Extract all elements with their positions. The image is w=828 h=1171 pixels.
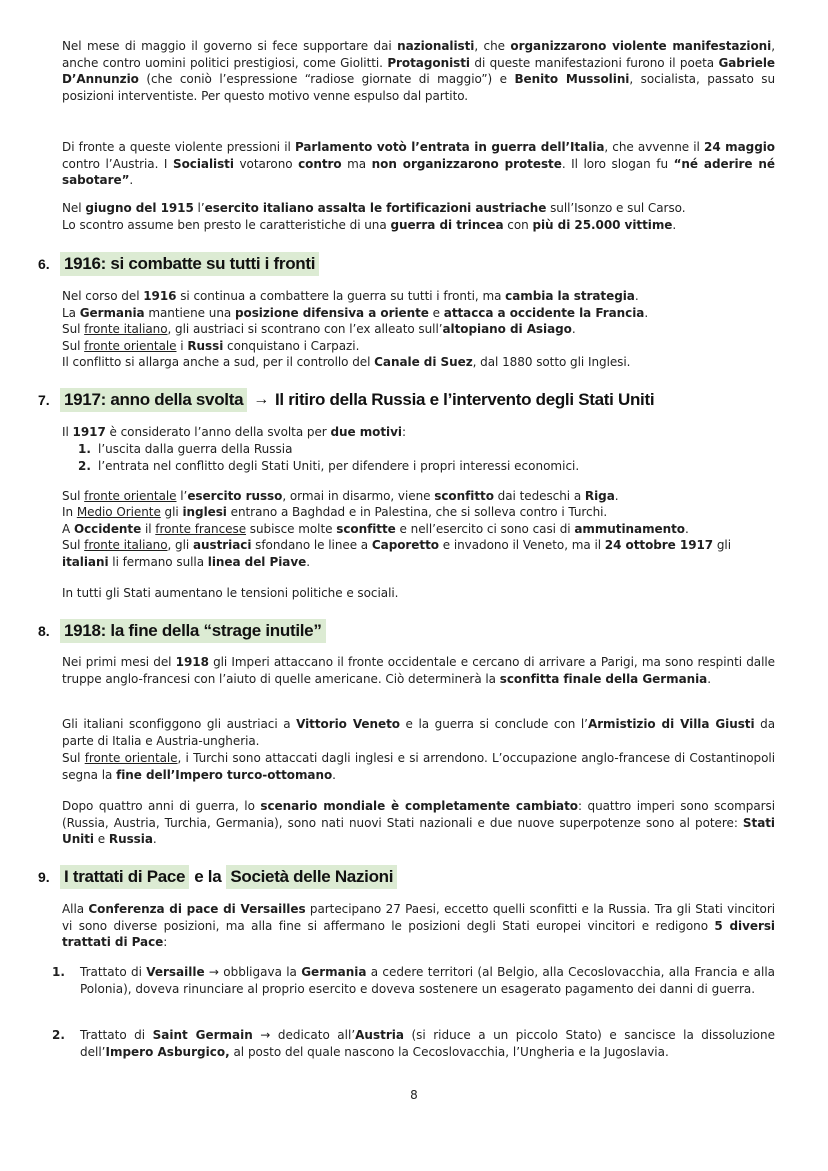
heading-title: 1916: si combatte su tutti i fronti [60, 252, 319, 276]
text-run: Nel corso del [62, 289, 144, 303]
text-run: , gli austriaci si scontrano con l’ex alleato sull’ [167, 322, 443, 336]
bold-text: Austria [355, 1028, 404, 1042]
paragraph-fronte-orientale-1917 [62, 488, 775, 505]
paragraph-maggio [62, 38, 775, 104]
bold-text: posizione difensiva a oriente [234, 306, 429, 320]
paragraph-scenario-mondiale [62, 798, 775, 848]
text-run: → obbligava la [204, 965, 302, 979]
text-run: Sul [62, 751, 85, 765]
bold-text: Parlamento votò l’entrata in guerra dell’Italia [294, 140, 605, 154]
text-run: . [571, 322, 576, 336]
bold-text: Protagonisti [387, 55, 470, 70]
bold-text: Gabriele D’Annunzio [62, 55, 775, 86]
bold-text: fine dell’Impero turco-ottomano [116, 767, 333, 782]
text-run: sull’Isonzo e sul Carso. [546, 201, 686, 215]
bold-text: sconfitta finale della Germania [499, 671, 708, 686]
underlined-text: fronte italiano [84, 538, 168, 552]
bold-text: Stati Uniti [62, 815, 775, 846]
paragraph-1918 [62, 654, 775, 687]
text-run: partecipano 27 Paesi, eccetto quelli sconfitti e la Russia. Tra gli Stati vincitori vi sono diverse posizioni, ma alla fine si affermano le posizioni degli Stati europei vincitori e redigono [62, 902, 775, 933]
text-run: In [62, 505, 77, 519]
text-run: l’ [176, 489, 188, 503]
text-run: gli [713, 538, 731, 552]
text-run: Trattato di [80, 965, 147, 979]
bold-text: più di 25.000 vittime [532, 218, 673, 232]
text-run: . [306, 554, 310, 569]
text-run: , anche contro uomini politici prestigiosi, come Giolitti. [62, 39, 775, 70]
heading-section-7 [38, 387, 654, 413]
text-run: subisce molte [246, 522, 337, 536]
text-run: e invadono il Veneto, ma il [438, 538, 605, 552]
bold-text: Russi [187, 339, 224, 353]
text-run: e la guerra si conclude con l’ [399, 717, 588, 731]
bold-text: esercito russo [187, 489, 283, 503]
text-run: La [62, 306, 80, 320]
text-run: Nel [62, 201, 86, 215]
bold-text: italiani [62, 554, 109, 569]
bold-text: scenario mondiale è completamente cambiato [260, 799, 578, 813]
text-run: , dal 1880 sotto gli Inglesi. [472, 355, 631, 369]
bold-text: Germania [79, 306, 145, 320]
text-run: In tutti gli Stati aumentano le tensioni politiche e sociali. [62, 586, 399, 600]
treaty-item-1 [52, 964, 775, 997]
text-run: di queste manifestazioni furono il poeta [470, 55, 719, 70]
text-run: Sul [62, 322, 85, 336]
bold-text: 1917 [72, 425, 106, 439]
bold-text: austriaci [192, 538, 252, 552]
underlined-text: fronte orientale [84, 489, 177, 503]
bold-text: “né aderire né sabotare” [62, 156, 775, 187]
paragraph-turchi [62, 750, 775, 783]
bold-text: Versaille [146, 965, 205, 979]
list-item: 2. l’entrata nel conflitto degli Stati Uniti, per difendere i propri interessi economici. [78, 458, 580, 473]
text-run: conquistano i Carpazi. [223, 339, 360, 353]
text-run: ma [341, 156, 372, 171]
paragraph-entrata-guerra [62, 139, 775, 189]
text-run: al posto del quale nascono la Cecoslovacchia, l’Ungheria e la Jugoslavia. [229, 1044, 669, 1059]
bold-text: sconfitte [336, 522, 396, 536]
treaty-number: 1. [52, 965, 65, 979]
text-run: Nei primi mesi del [62, 655, 176, 669]
text-run: (che coniò l’espressione “radiose giornate di maggio”) e [138, 72, 515, 86]
text-run: . [332, 767, 336, 782]
text-run: gli [160, 505, 183, 519]
bold-text: linea del Piave [207, 554, 307, 569]
bold-text: Armistizio di Villa Giusti [587, 717, 755, 731]
text-run: Di fronte a queste violente pressioni il [62, 140, 295, 154]
bold-text: sconfitto [434, 489, 494, 503]
text-run: Dopo quattro anni di guerra, lo [62, 799, 261, 813]
bold-text: giugno del 1915 [85, 201, 194, 215]
text-run: Sul [62, 538, 85, 552]
text-run: . [129, 173, 134, 187]
heading-title-mid: e la [194, 867, 222, 886]
bold-text: esercito italiano assalta le fortificazioni austriache [204, 201, 547, 215]
heading-section-8 [38, 618, 326, 644]
text-run: , che [474, 39, 511, 53]
text-run: contro l’Austria. I [62, 156, 173, 171]
text-run: (si riduce a un piccolo Stato) e sancisce la dissoluzione dell’ [80, 1028, 775, 1059]
paragraph-giugno-1915 [62, 200, 775, 217]
text-run: Sul [62, 489, 85, 503]
bold-text: attacca a occidente la Francia [443, 306, 645, 320]
text-run: si continua a combattere la guerra su tutti i fronti, ma [176, 289, 506, 303]
treaty-item-2 [52, 1027, 775, 1060]
bold-text: Russia [108, 832, 153, 846]
bold-text: 1916 [143, 289, 177, 303]
text-run: . [644, 306, 649, 320]
bold-text: Canale di Suez [374, 355, 473, 369]
heading-number: 8. [38, 623, 50, 639]
text-run: entrano a Baghdad e in Palestina, che si solleva contro i Turchi. [226, 505, 608, 519]
bold-text: Caporetto [371, 538, 439, 552]
heading-number: 6. [38, 256, 50, 272]
text-run: . [707, 671, 711, 686]
paragraph-occidente [62, 521, 775, 538]
page-number: 8 [410, 1088, 418, 1102]
underlined-text: fronte orientale [84, 751, 178, 765]
text-run: , ormai in disarmo, viene [282, 489, 435, 503]
underlined-text: fronte francese [155, 522, 247, 536]
text-run: l’ [193, 201, 205, 215]
paragraph-fronte-orientale-1916 [62, 338, 775, 355]
text-run: il [141, 522, 156, 536]
text-run: li fermano sulla [108, 554, 208, 569]
heading-number: 9. [38, 869, 50, 885]
paragraph-fronte-italiano-1916 [62, 321, 775, 338]
paragraph-tensioni [62, 585, 775, 602]
heading-section-6 [38, 251, 319, 277]
text-run: e [428, 306, 444, 320]
bold-text: Germania [301, 965, 367, 979]
text-run: Trattato di [80, 1028, 153, 1042]
bold-text: non organizzarono proteste [371, 156, 562, 171]
heading-number: 7. [38, 392, 50, 408]
text-run: sfondano le linee a [251, 538, 372, 552]
text-run: : [401, 425, 406, 439]
paragraph-caporetto [62, 537, 775, 570]
underlined-text: fronte orientale [84, 339, 177, 353]
text-run: con [503, 218, 533, 232]
text-run: : [163, 935, 168, 949]
heading-title-part-a: I trattati di Pace [60, 865, 189, 889]
text-run: Nel mese di maggio il governo si fece supportare dai [62, 39, 398, 53]
text-run: i [176, 339, 188, 353]
bold-text: 24 ottobre 1917 [604, 538, 714, 552]
treaty-number: 2. [52, 1028, 65, 1042]
text-run: Il [62, 425, 73, 439]
text-run: votarono [233, 156, 299, 171]
text-run: . [672, 218, 677, 232]
bold-text: altopiano di Asiago [442, 322, 572, 336]
text-run: , che avvenne il [604, 140, 705, 154]
heading-title-part-b: Società delle Nazioni [226, 865, 397, 889]
bold-text: contro [298, 156, 342, 171]
paragraph-medio-oriente [62, 504, 775, 521]
bold-text: 1918 [175, 655, 209, 669]
paragraph-germania [62, 305, 775, 322]
text-run: mantiene una [144, 306, 235, 320]
text-run: e nell’esercito ci sono casi di [395, 522, 575, 536]
treaty-text [80, 964, 775, 997]
text-run: . [614, 489, 619, 503]
paragraph-versailles-conferenza [62, 901, 775, 951]
text-run: Sul [62, 339, 85, 353]
paragraph-1916-strategia [62, 288, 775, 305]
paragraph-trincea [62, 217, 775, 234]
bold-text: Riga [584, 489, 615, 503]
bold-text: due motivi [330, 425, 402, 439]
text-run: dai tedeschi a [493, 489, 585, 503]
text-run: . Il loro slogan fu [561, 156, 674, 171]
bold-text: Benito Mussolini [514, 72, 630, 86]
text-run: . [152, 832, 157, 846]
bold-text: Occidente [73, 522, 142, 536]
bold-text: Conferenza di pace di Versailles [88, 902, 306, 916]
text-run: è considerato l’anno della svolta per [105, 425, 331, 439]
bold-text: nazionalisti [397, 39, 475, 53]
arrow-right-icon: → [253, 391, 269, 408]
list-item: 1. l’uscita dalla guerra della Russia [78, 442, 293, 456]
bold-text: organizzarono violente manifestazioni [510, 39, 772, 53]
text-run: da parte di Italia e Austria-ungheria. [62, 717, 776, 748]
bold-text: Vittorio Veneto [296, 717, 400, 731]
bold-text: Saint Germain [152, 1028, 253, 1042]
bold-text: 5 diversi trattati di Pace [62, 918, 775, 949]
bold-text: cambia la strategia [505, 289, 635, 303]
text-run: e [94, 832, 109, 846]
text-run: Il conflitto si allarga anche a sud, per il controllo del [62, 355, 375, 369]
heading-title-part-b: Il ritiro della Russia e l’intervento degli Stati Uniti [274, 390, 655, 409]
text-run: → dedicato all’ [252, 1028, 356, 1042]
paragraph-1917-intro [62, 424, 775, 441]
text-run: A [62, 522, 74, 536]
heading-title: 1918: la fine della “strage inutile” [60, 619, 326, 643]
heading-title-part-a: 1917: anno della svolta [60, 388, 247, 412]
bold-text: ammutinamento [574, 522, 685, 536]
text-run: Lo scontro assume ben presto le caratteristiche di una [62, 218, 391, 232]
paragraph-vittorio-veneto [62, 716, 775, 749]
text-run: : quattro imperi sono scomparsi (Russia, Austria, Turchia, Germania), sono nati nuovi Stati nazionali e due nuove superpotenze sono al potere: [62, 799, 776, 830]
heading-section-9 [38, 864, 397, 890]
bold-text: 24 maggio [704, 140, 775, 154]
underlined-text: fronte italiano [84, 322, 168, 336]
underlined-text: Medio Oriente [76, 505, 161, 519]
text-run: a cedere territori (al Belgio, alla Cecoslovacchia, alla Francia e alla Polonia), doveva rinunciare al proprio esercito e doveva sostenere un esagerato pagamento dei danni di guerra. [80, 965, 776, 996]
text-run: Gli italiani sconfiggono gli austriaci a [62, 717, 297, 731]
text-run: . [634, 289, 639, 303]
treaty-text [80, 1027, 775, 1060]
paragraph-suez [62, 354, 775, 371]
bold-text: Impero Asburgico, [105, 1044, 230, 1059]
text-run: . [684, 522, 689, 536]
bold-text: Socialisti [172, 156, 234, 171]
text-run: , i Turchi sono attaccati dagli inglesi e si arrendono. L’occupazione anglo-francese di Costantinopoli segna la [62, 751, 775, 782]
bold-text: inglesi [182, 505, 227, 519]
text-run: , socialista, passato su posizioni interventiste. Per questo motivo venne espulso dal partito. [62, 72, 775, 103]
text-run: , gli [167, 538, 193, 552]
bold-text: guerra di trincea [390, 218, 504, 232]
list-due-motivi [62, 441, 775, 474]
text-run: gli Imperi attaccano il fronte occidentale e cercano di arrivare a Parigi, ma sono respinti dalle truppe anglo-francesi con l’aiuto di quelle americane. Ciò determinerà la [62, 655, 775, 686]
text-run: Alla [62, 902, 89, 916]
